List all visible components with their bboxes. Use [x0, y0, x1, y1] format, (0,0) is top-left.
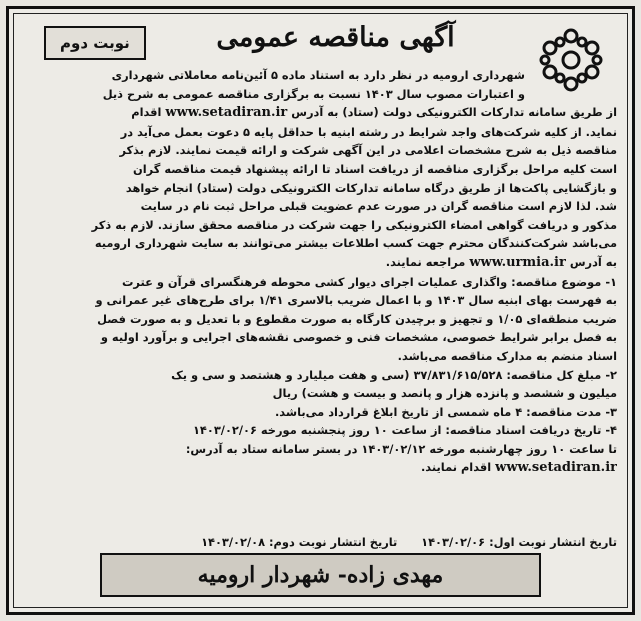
notice-body [24, 66, 617, 541]
item-line: میلیون و ششصد و پانزده هزار و پانصد و بیست و هشت) ریال [272, 386, 617, 401]
intro-line: و بازگشایی پاکت‌ها از طریق درگاه سامانه تدارکات الکترونیکی دولت (ستاد) انجام خواهد [125, 180, 617, 195]
item-line: اسناد منضم به مدارک مناقصه می‌باشد. [397, 348, 617, 363]
intro-line: مناقصه ذیل به شرح مشخصات اعلامی در این آگهی شرکت و ارائه قیمت نمایند. لازم بذکر [119, 143, 617, 158]
first-publication-label: تاریخ انتشار نوبت اول: [489, 535, 617, 549]
item-line: ۲- مبلغ کل مناقصه: ۳۷/۸۳۱/۶۱۵/۵۲۸ (سی و هفت میلیارد و هشتصد و سی و یک [171, 367, 617, 382]
item-duration [24, 403, 617, 422]
intro-line: می‌باشد شرکت‌کنندگان محترم جهت کسب اطلاعات بیشتر می‌توانند به سایت شهرداری ارومیه [94, 236, 617, 251]
setadiran-link[interactable]: www.setadiran.ir [165, 105, 288, 121]
first-publication-date: ۱۴۰۳/۰۲/۰۶ [421, 535, 486, 549]
item-line: ۱- موضوع مناقصه: واگذاری عملیات اجرای دیوار کشی محوطه فرهنگسرای قرآن و عترت [121, 274, 617, 289]
intro-line: و اعتبارات مصوب سال ۱۴۰۳ نسبت به برگزاری مناقصه عمومی به شرح ذیل [102, 86, 525, 101]
second-publication-label: تاریخ انتشار نوبت دوم: [269, 535, 398, 549]
intro-line [24, 253, 617, 273]
item-line: ۳- مدت مناقصه: ۴ ماه شمسی از تاریخ ابلاغ قرارداد می‌باشد. [274, 404, 617, 419]
urmia-link[interactable]: www.urmia.ir [469, 254, 566, 270]
intro-line-text: از طریق سامانه تدارکات الکترونیکی دولت (ستاد) به آدرس [291, 105, 617, 120]
intro-line: است کلیه مراحل برگزاری مناقصه از دریافت اسناد تا ارائه پیشنهاد قیمت مناقصه گران [133, 161, 617, 176]
notice-title: آگهی مناقصه عمومی [216, 22, 455, 53]
item-line: تا ساعت ۱۰ روز چهارشنبه مورخه ۱۴۰۳/۰۲/۱۲ در بستر سامانه ستاد به آدرس: [185, 441, 617, 456]
item-line: ۴- تاریخ دریافت اسناد مناقصه: از ساعت ۱۰ روز پنجشنبه مورخه ۱۴۰۳/۰۲/۰۶ [192, 423, 617, 438]
item-line: ضریب منطقه‌ای ۱/۰۵ و تجهیز و برچیدن کارگاه به صورت مقطوع و با تعدیل و به صورت فصل [97, 311, 617, 326]
item-line: به فهرست بهای ابنیه سال ۱۴۰۳ و با اعمال ضریب بالاسری ۱/۴۱ برای طرح‌های غیر عمرانی و [95, 293, 617, 308]
notice-frame [6, 6, 635, 615]
intro-line-text: مراجعه نمایند. [385, 254, 466, 269]
signer-box [100, 553, 541, 597]
intro-line-text: به آدرس [569, 254, 617, 269]
intro-line: شد. لذا لازم است مناقصه گران در صورت عدم عضویت قبلی مراحل ثبت نام در سایت [140, 199, 617, 214]
item-subject [24, 273, 617, 366]
intro-paragraph [24, 66, 617, 273]
intro-line-text: اقدام [131, 105, 162, 120]
notice-inner-border [13, 13, 628, 608]
intro-line: نماید. از کلیه شرکت‌های واجد شرایط در رشته ابنیه با حداقل پایه ۵ دعوت بعمل می‌آید در [120, 124, 617, 139]
item-documents [24, 421, 617, 478]
setadiran-link[interactable]: www.setadiran.ir [495, 460, 617, 476]
item-amount [24, 366, 617, 403]
signer-name: مهدی زاده- شهردار ارومیه [197, 562, 444, 588]
intro-line: شهرداری ارومیه در نظر دارد به استناد ماده ۵ آئین‌نامه معاملاتی شهرداری [111, 68, 525, 82]
notice-header [14, 14, 627, 72]
item-line-text: اقدام نمایند. [420, 460, 492, 475]
second-publication-date: ۱۴۰۳/۰۲/۰۸ [201, 535, 266, 549]
intro-line [24, 103, 617, 123]
item-line: به فصل برابر شرایط خصوصی، مشخصات فنی و خصوصی نقشه‌های اجرایی و برآورد اولیه و [100, 330, 617, 345]
round-badge: نوبت دوم [44, 26, 146, 60]
intro-line: مذکور و دریافت گواهی امضاء الکترونیکی را جهت شرکت در مناقصه محقق سازند. لازم به ذکر [91, 217, 617, 232]
publication-dates [24, 535, 617, 549]
item-line [24, 458, 617, 478]
